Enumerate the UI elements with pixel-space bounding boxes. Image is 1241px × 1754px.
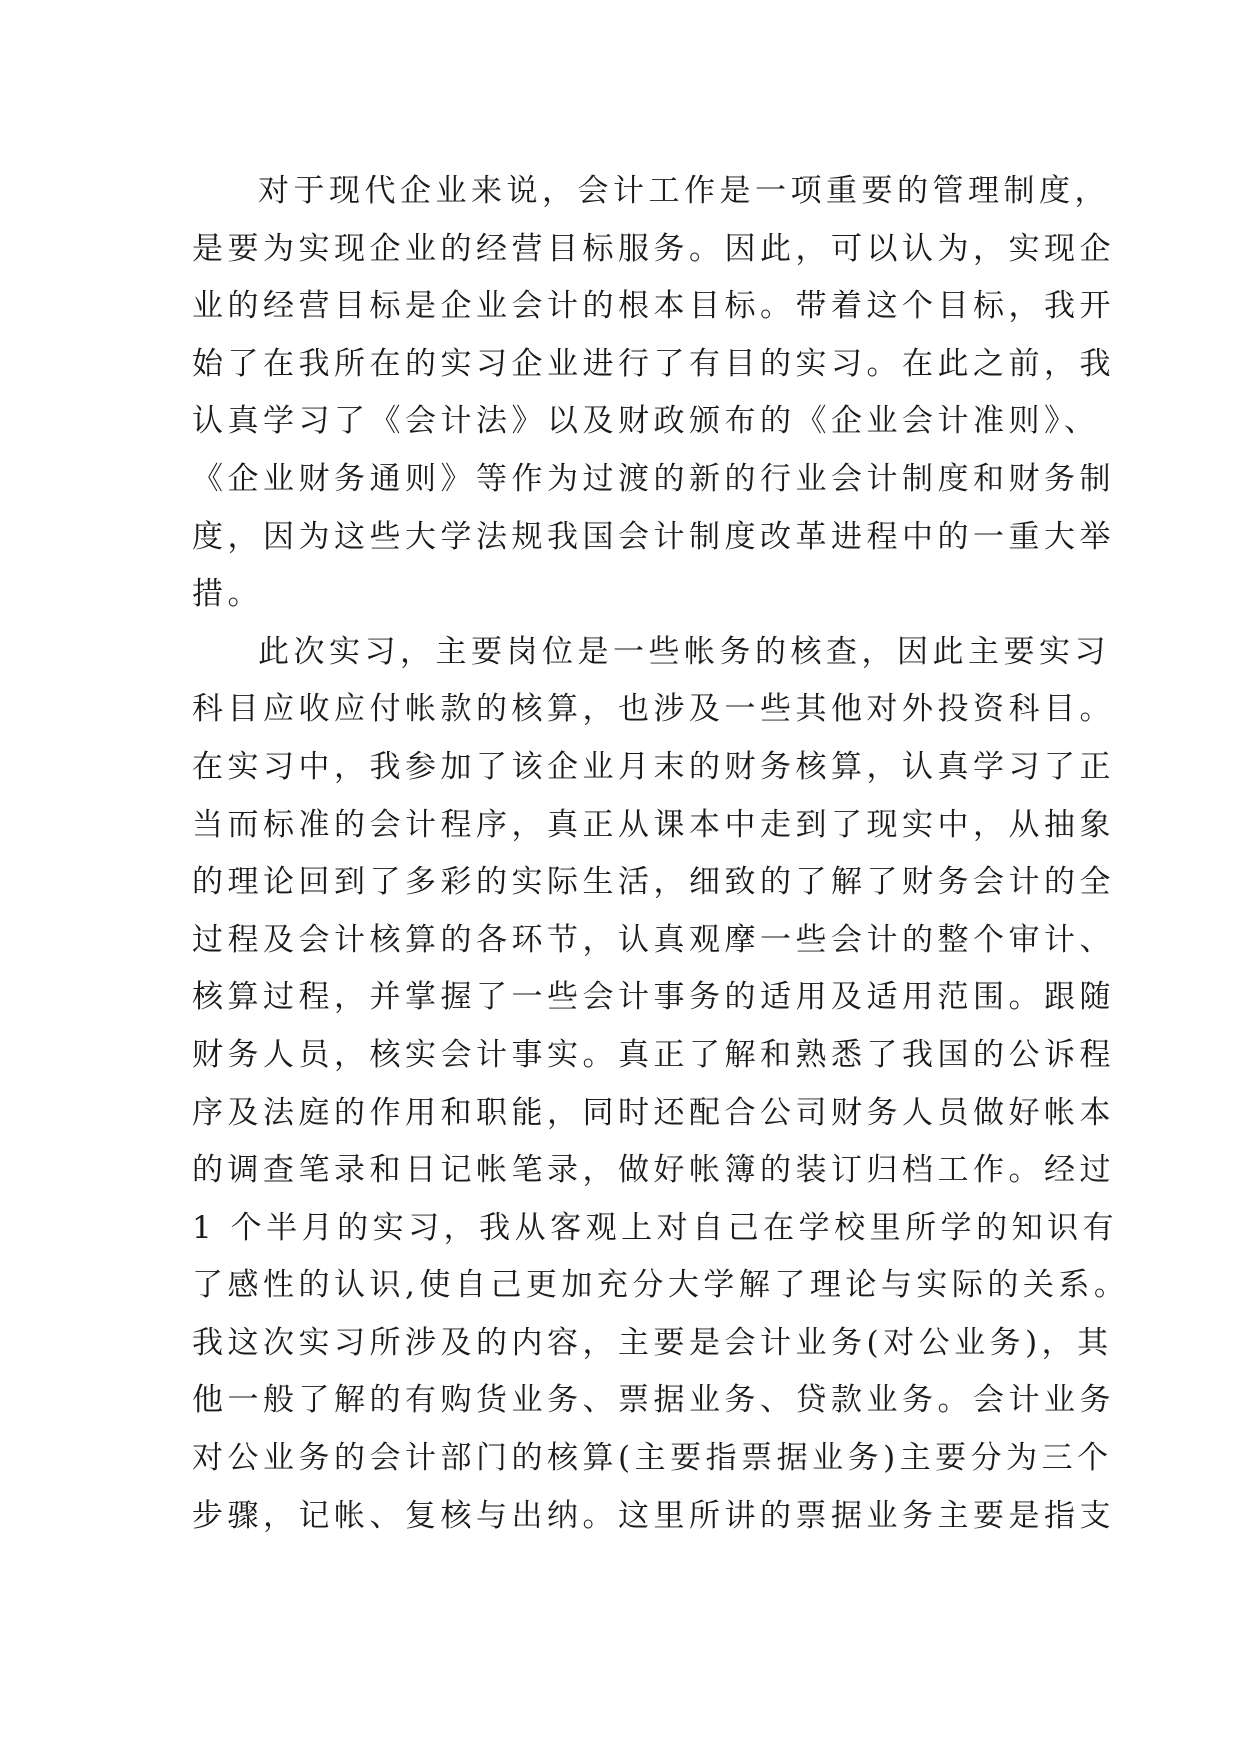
text-line: 当而标准的会计程序，真正从课本中走到了现实中，从抽象 — [192, 806, 1115, 843]
text-line: 此次实习，主要岗位是一些帐务的核查，因此主要实习 — [258, 633, 1110, 670]
paragraph-1 — [192, 163, 1115, 624]
paragraph-2 — [192, 624, 1130, 1546]
text-line: 的调查笔录和日记帐笔录，做好帐簿的装订归档工作。经过 — [192, 1152, 1115, 1189]
text-line: 了感性的认识,使自己更加充分大学解了理论与实际的关系。 — [192, 1267, 1130, 1304]
text-line: 1 个半月的实习，我从客观上对自己在学校里所学的知识有 — [192, 1209, 1119, 1246]
text-line: 认真学习了《会计法》以及财政颁布的《企业会计准则》、 — [192, 403, 1100, 440]
text-line: 始了在我所在的实习企业进行了有目的实习。在此之前，我 — [192, 345, 1115, 382]
body-text — [192, 163, 1130, 1545]
text-line: 步骤，记帐、复核与出纳。这里所讲的票据业务主要是指支 — [192, 1497, 1115, 1534]
text-line: 度，因为这些大学法规我国会计制度改革进程中的一重大举 — [192, 518, 1115, 555]
text-line: 我这次实习所涉及的内容，主要是会计业务(对公业务)，其 — [192, 1324, 1113, 1361]
text-line: 《企业财务通则》等作为过渡的新的行业会计制度和财务制 — [192, 460, 1115, 497]
text-line: 是要为实现企业的经营目标服务。因此，可以认为，实现企 — [192, 230, 1115, 267]
text-line: 序及法庭的作用和职能，同时还配合公司财务人员做好帐本 — [192, 1094, 1115, 1131]
text-line: 对于现代企业来说，会计工作是一项重要的管理制度， — [258, 173, 1110, 209]
text-line: 措。 — [192, 576, 263, 613]
text-line: 的理论回到了多彩的实际生活，细致的了解了财务会计的全 — [192, 864, 1115, 901]
text-line: 核算过程，并掌握了一些会计事务的适用及适用范围。跟随 — [192, 979, 1115, 1016]
text-line: 业的经营目标是企业会计的根本目标。带着这个目标，我开 — [192, 288, 1115, 325]
text-line: 对公业务的会计部门的核算(主要指票据业务)主要分为三个 — [192, 1440, 1113, 1477]
text-line: 过程及会计核算的各环节，认真观摩一些会计的整个审计、 — [192, 921, 1115, 958]
text-line: 财务人员，核实会计事实。真正了解和熟悉了我国的公诉程 — [192, 1036, 1115, 1073]
text-line: 在实习中，我参加了该企业月末的财务核算，认真学习了正 — [192, 748, 1115, 785]
text-line: 科目应收应付帐款的核算，也涉及一些其他对外投资科目。 — [192, 691, 1115, 728]
text-line: 他一般了解的有购货业务、票据业务、贷款业务。会计业务 — [192, 1382, 1115, 1419]
